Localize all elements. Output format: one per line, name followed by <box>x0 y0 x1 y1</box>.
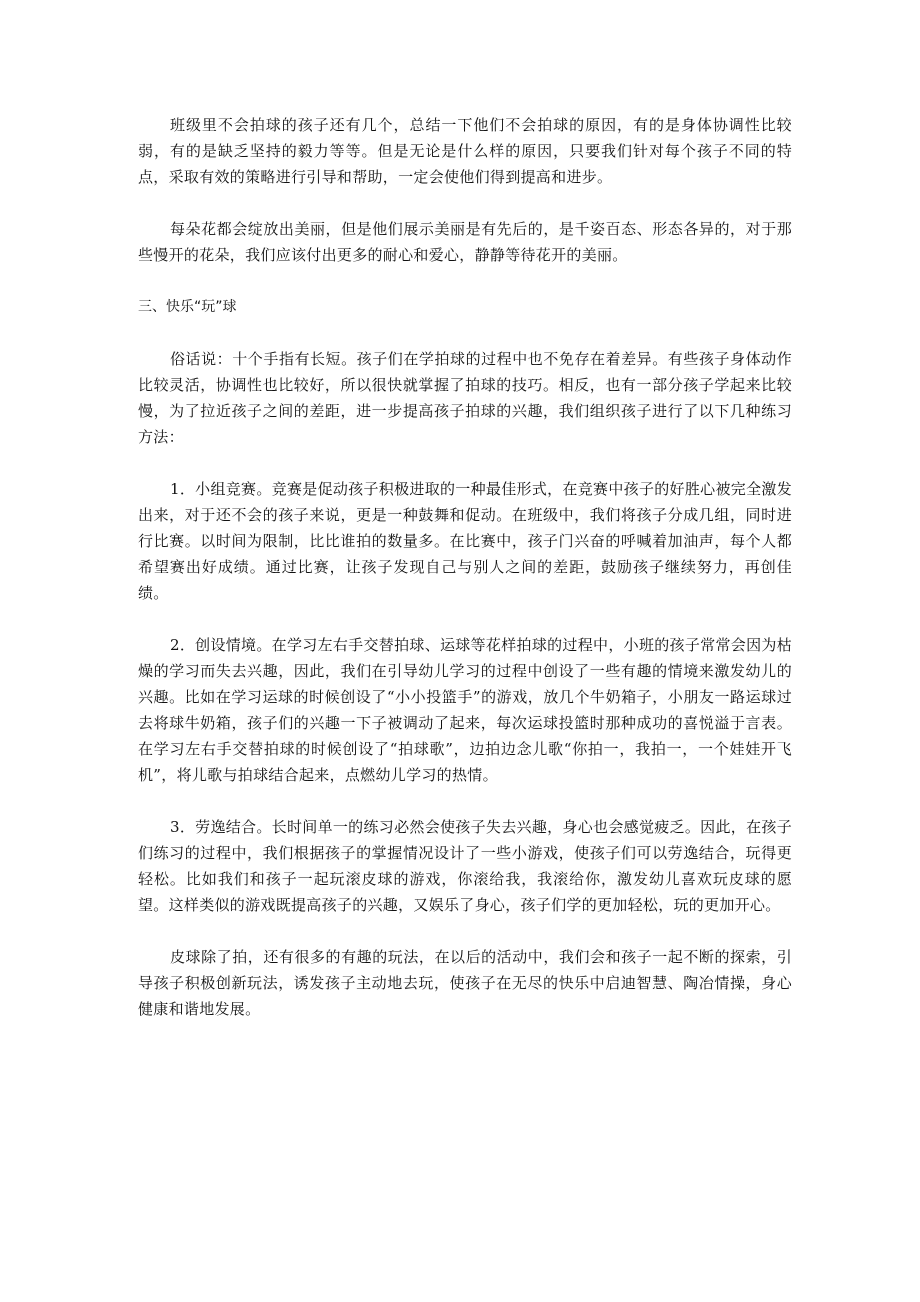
method-2-paragraph: 2．创设情境。在学习左右手交替拍球、运球等花样拍球的过程中，小班的孩子常常会因为枯燥的学习而失去兴趣，因此，我们在引导幼儿学习的过程中创设了一些有趣的情境来激发幼儿的兴趣。比如在学习运球的时候创设了“小小投篮手”的游戏，放几个牛奶箱子，小朋友一路运球过去将球牛奶箱，孩子们的兴趣一下子被调动了起来，每次运球投篮时那种成功的喜悦溢于言表。在学习左右手交替拍球的时候创设了“拍球歌”，边拍边念儿歌“你拍一，我拍一，一个娃娃开飞机”，将儿歌与拍球结合起来，点燃幼儿学习的热情。 <box>138 636 792 784</box>
method-3-paragraph: 3．劳逸结合。长时间单一的练习必然会使孩子失去兴趣，身心也会感觉疲乏。因此，在孩子们练习的过程中，我们根据孩子的掌握情况设计了一些小游戏，使孩子们可以劳逸结合，玩得更轻松。比如我们和孩子一起玩滚皮球的游戏，你滚给我，我滚给你，激发幼儿喜欢玩皮球的愿望。这样类似的游戏既提高孩子的兴趣，又娱乐了身心，孩子们学的更加轻松，玩的更加开心。 <box>138 818 792 914</box>
section-intro-paragraph: 俗话说：十个手指有长短。孩子们在学拍球的过程中也不免存在着差异。有些孩子身体动作比较灵活，协调性也比较好，所以很快就掌握了拍球的技巧。相反，也有一部分孩子学起来比较慢，为了拉近孩子之间的差距，进一步提高孩子拍球的兴趣，我们组织孩子进行了以下几种练习方法： <box>138 350 792 446</box>
closing-paragraph: 皮球除了拍，还有很多的有趣的玩法，在以后的活动中，我们会和孩子一起不断的探索，引导孩子积极创新玩法，诱发孩子主动地去玩，使孩子在无尽的快乐中启迪智慧、陶冶情操，身心健康和谐地发展。 <box>138 948 792 1018</box>
document-body <box>138 112 792 1048</box>
section-heading: 三、快乐“玩”球 <box>138 299 237 315</box>
paragraph-1: 班级里不会拍球的孩子还有几个，总结一下他们不会拍球的原因，有的是身体协调性比较弱，有的是缺乏坚持的毅力等等。但是无论是什么样的原因，只要我们针对每个孩子不同的特点，采取有效的策略进行引导和帮助，一定会使他们得到提高和进步。 <box>138 116 792 186</box>
paragraph-2: 每朵花都会绽放出美丽，但是他们展示美丽是有先后的，是千姿百态、形态各异的，对于那些慢开的花朵，我们应该付出更多的耐心和爱心，静静等待花开的美丽。 <box>138 220 792 264</box>
method-1-paragraph: 1．小组竞赛。竞赛是促动孩子积极进取的一种最佳形式，在竞赛中孩子的好胜心被完全激发出来，对于还不会的孩子来说，更是一种鼓舞和促动。在班级中，我们将孩子分成几组，同时进行比赛。以时间为限制，比比谁拍的数量多。在比赛中，孩子门兴奋的呼喊着加油声，每个人都希望赛出好成绩。通过比赛，让孩子发现自己与别人之间的差距，鼓励孩子继续努力，再创佳绩。 <box>138 480 792 602</box>
